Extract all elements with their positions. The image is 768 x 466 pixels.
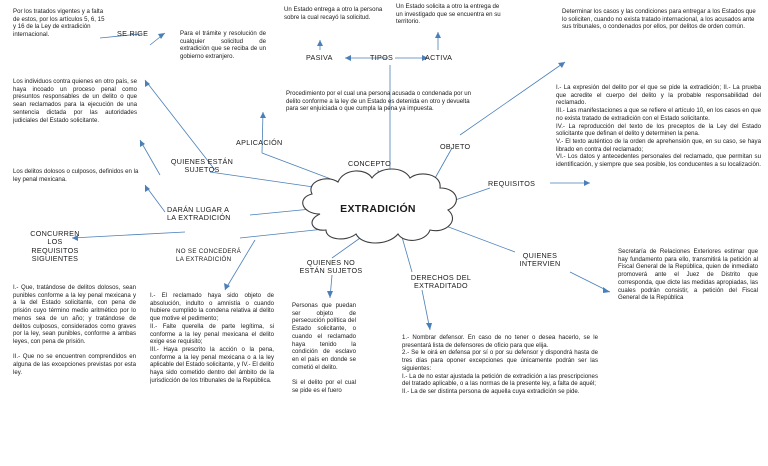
no-sujetos-label: QUIENES NO ESTÁN SUJETOS [299,258,363,276]
concepto-label: CONCEPTO [348,159,392,168]
se-rige-text: Por los tratados vigentes y a falta de estos, por los artículos 5, 6, 15 y 16 de la Ley de extradición internacional. [13,8,105,39]
requisitos-text: I.- La expresión del delito por el que se pide la extradición; II.- La prueba que acredite el cuerpo del delito y la probable responsabilidad del reclamado. III.- Las manifestaciones a que se refiere el artículo 10, en los casos en que no exista tratado de extradición con el Estado solicitante. IV.- La reproducción del texto de los preceptos de la Ley del Estado solicitante que definan el delito y determinen la pena. V.- El texto auténtico de la orden de aprehensión que, en su caso, se haya librado en contra del reclamado; VI.- Los datos y antecedentes personales del reclamado, que permitan su identificación, y siempre que sea posible, los conducentes a su localización. [556,84,761,169]
requisitos-label: REQUISITOS [488,179,536,188]
intervienen-text: Secretaría de Relaciones Exteriores estimar que hay fundamento para ello, transmitirá la petición al Fiscal General de la República, quien de inmediato promoverá ante el Juez de Distrito que corresponda, que dicte las medidas apropiadas, las cuales podrán consistir, a petición del Fiscal General de la República [618,248,758,302]
daran-lugar-label: DARÁN LUGAR A LA EXTRADICIÓN [167,205,231,223]
tipos-label: TIPOS [370,53,394,62]
no-sujetos-text: Personas que puedan ser objeto de persecución política del Estado solicitante, o cuando el reclamado haya tenido la condición de esclavo en el país en donde se cometió el delito. Si el delito por el cual se pide es el fuero [292,302,356,394]
derechos-label: DERECHOS DEL EXTRADITADO [410,273,472,291]
tipos-activa-label: ACTIVA [425,53,453,62]
aplicacion-text: Para el trámite y resolución de cualquier solicitud de extradición que se reciba de un gobierno extranjero. [180,30,266,61]
objeto-label: OBJETO [440,142,471,151]
no-concedera-text: I.- El reclamado haya sido objeto de absolución, indulto o amnistía o cuando hubiere cumplido la condena relativa al delito que motive el pedimento; II.- Falte querella de parte legítima, si conforme a la ley penal mexicana el delito exige ese requisito; III.- Haya prescrito la acción o la pena, conforme a la ley penal mexicana o a la ley aplicable del Estado solicitante, y IV.- El delito haya sido cometido dentro del ámbito de la jurisdicción de los tribunales de la República. [150,292,274,384]
se-rige-label: SE RIGE [117,29,149,38]
tipos-activa-text: Un Estado solicita a otro la entrega de un investigado que se encuentra en su territorio. [396,3,501,26]
concurren-label: CONCURREN LOS REQUISITOS SIGUIENTES [30,229,80,264]
center-title: EXTRADICIÓN [340,203,416,215]
concurren-text: I.- Que, tratándose de delitos dolosos, sean punibles conforme a la ley penal mexicana y a la del Estado solicitante, con pena de prisión cuyo término medio aritmético por lo menos sea de un año; y tratándose de delitos culposos, considerados como graves por la ley, sean punibles, conforme a ambas leyes, con pena de prisión. II.- Que no se encuentren comprendidos en alguna de las excepciones previstas por esta ley. [13,284,136,376]
concepto-text: Procedimiento por el cual una persona acusada o condenada por un delito conforme a la ley de un Estado es detenida en otro y devuelta para ser enjuiciada o que cumpla la pena ya impuesta. [286,90,471,113]
sujetos-text: Los individuos contra quienes en otro país, se haya incoado un proceso penal como presuntos responsables de un delito o que sean reclamados para la ejecución de una sentencia dictada por las autoridades judiciales del Estado solicitante. [13,78,137,124]
tipos-pasiva-label: PASIVA [306,53,333,62]
objeto-text: Determinar los casos y las condiciones para entregar a los Estados que lo soliciten, cuando no exista tratado internacional, a los acusados ante sus tribunales, o condenados por ellos, por delitos de orden común. [562,8,756,31]
tipos-pasiva-text: Un Estado entrega a otro la persona sobre la cual recayó la solicitud. [284,6,383,21]
intervienen-label: QUIENES INTERVIEN [519,251,561,269]
no-concedera-label: NO SE CONCEDERÁ LA EXTRADICIÓN [176,248,242,263]
aplicacion-label: APLICACIÓN [236,138,283,147]
derechos-text: 1.- Nombrar defensor. En caso de no tener o desea hacerlo, se le presentará lista de defensores de oficio para que elija. 2.- Se le oirá en defensa por sí o por su defensor y dispondrá hasta de tres días para oponer excepciones que únicamente podrán ser las siguientes: I.- La de no estar ajustada la petición de extradición a las prescripciones del tratado aplicable, o a las normas de la presente ley, a falta de aquél; II.- La de ser distinta persona de aquella cuya extradición se pide. [402,334,598,395]
sujetos-label: QUIENES ESTÁN SUJETOS [170,157,234,175]
daran-lugar-text: Los delitos dolosos o culposos, definidos en la ley penal mexicana. [13,168,139,183]
